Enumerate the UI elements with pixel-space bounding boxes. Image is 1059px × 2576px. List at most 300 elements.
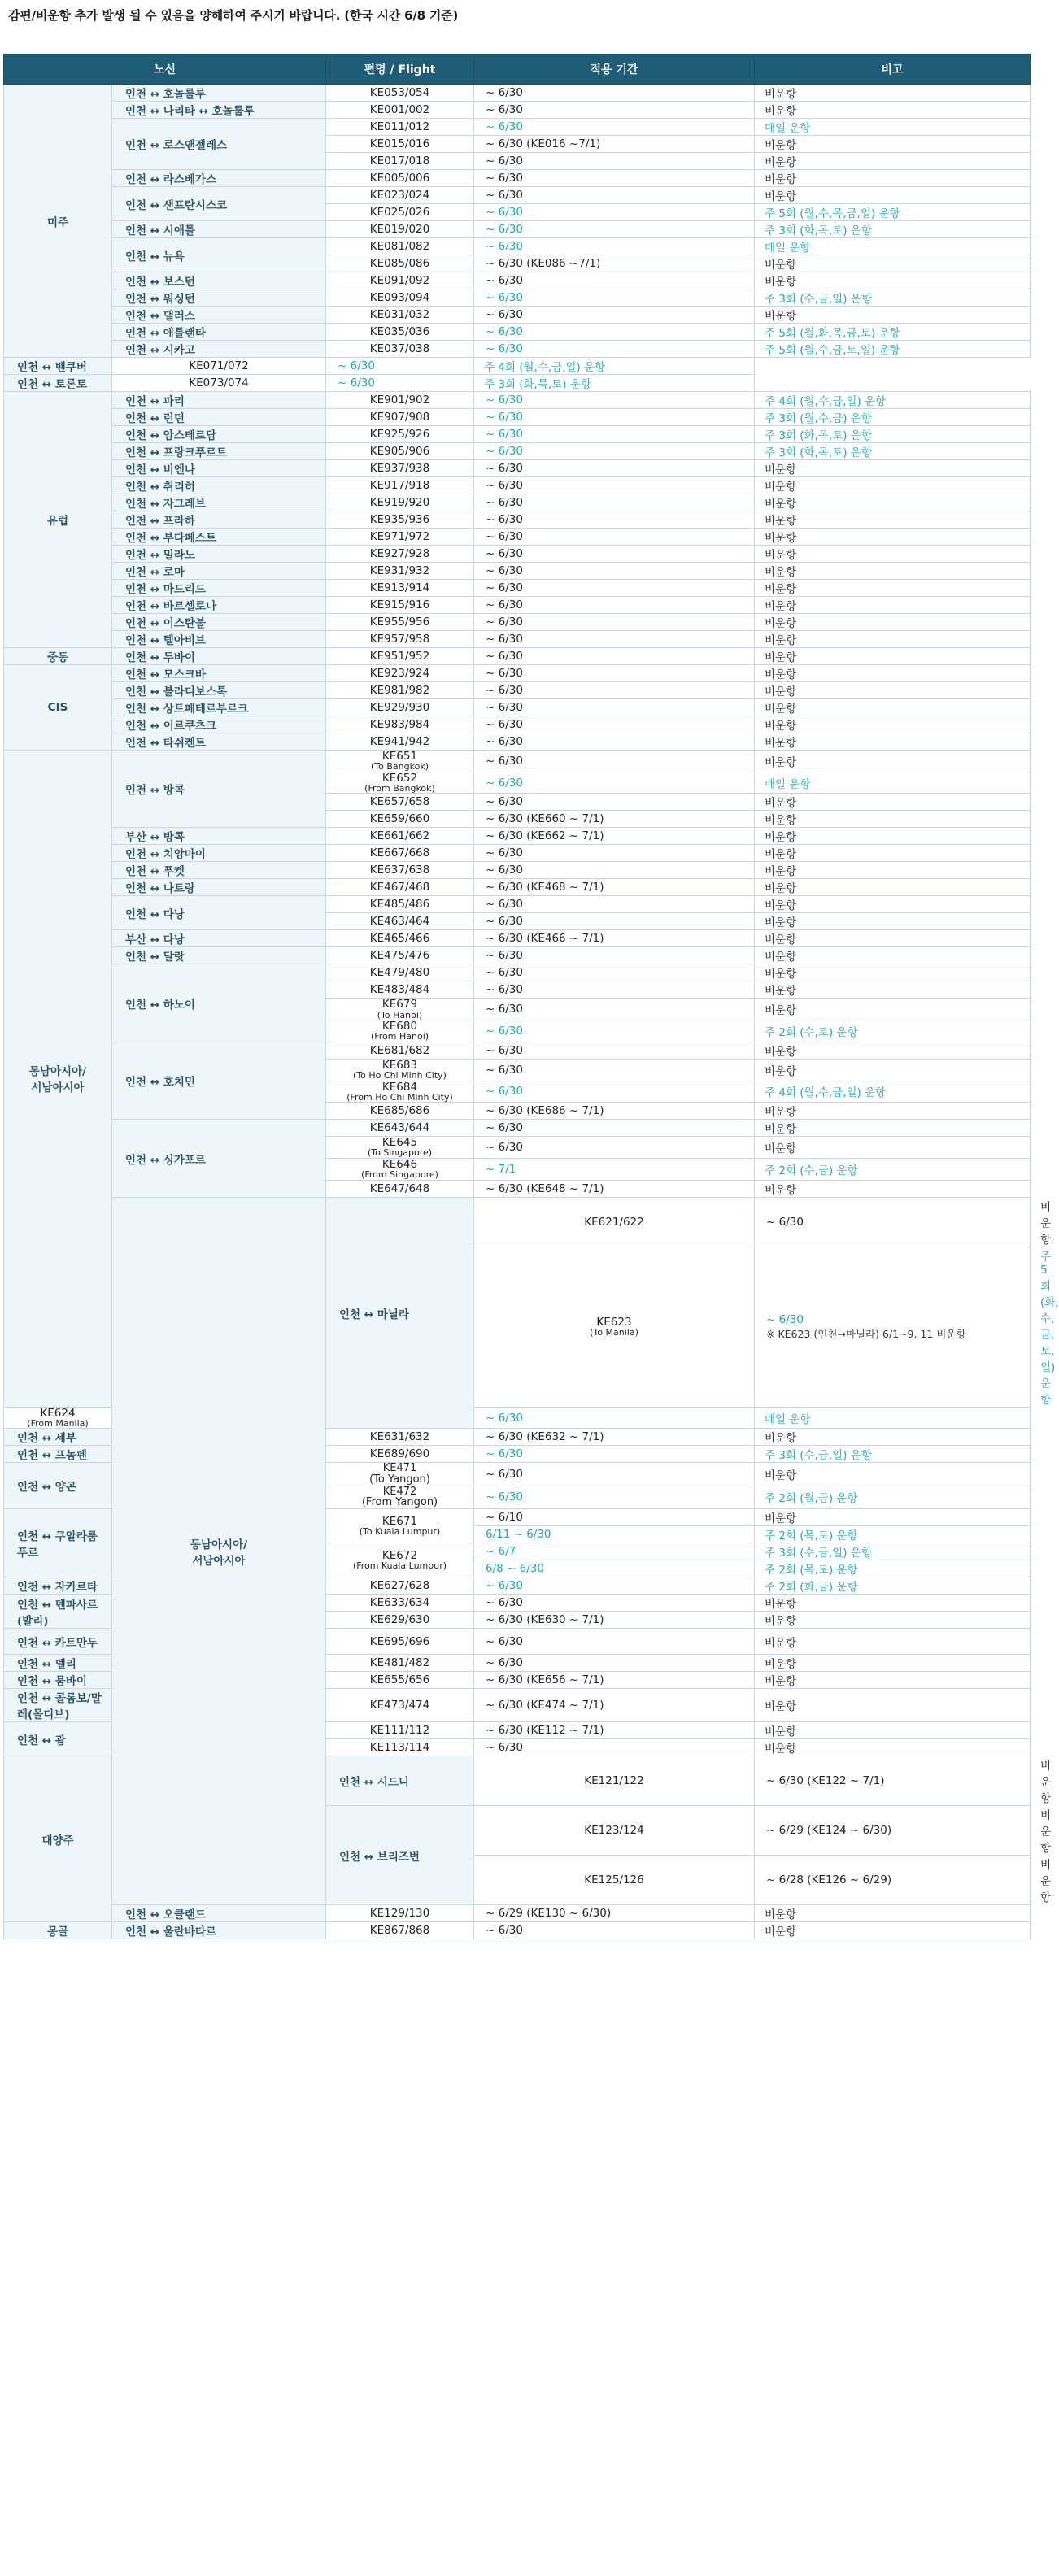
flight-number-cell [326,1612,474,1629]
table-row [4,443,1031,460]
note-cell: 주 3회 (수,금,일) 운항 [755,289,1031,307]
flight-number: KE481/482 [369,1656,430,1670]
period-text: ~ 6/30 (KE656 ~ 7/1) [486,1673,604,1687]
table-row [4,879,1031,896]
period-cell [474,1922,755,1939]
flight-number: KE001/002 [369,102,430,116]
flight-number-cell [474,1806,755,1856]
flight-number-cell [326,862,474,879]
flight-number-cell [326,119,474,136]
route-cell: 인천 ↔ 비엔나 [112,460,326,477]
note-cell: 비운항 [755,1689,1031,1722]
period-cell [474,845,755,862]
flight-number-cell [4,1407,112,1429]
period-text: ~ 6/30 [338,359,375,372]
note-cell: 비운항 [755,187,1031,204]
flight-number: KE981/982 [369,683,430,697]
period-text: ~ 6/30 [486,496,523,509]
route-cell: 인천 ↔ 시드니 [326,1756,474,1806]
period-cell [474,289,755,307]
note-cell: 비운항 [755,1612,1031,1629]
period-cell [474,170,755,187]
period-cell [474,409,755,426]
route-cell: 인천 ↔ 부다페스트 [112,529,326,546]
note-cell: 비운항 [755,1922,1031,1939]
period-cell [755,1197,1031,1247]
period-cell [474,1543,755,1560]
period-cell [474,1042,755,1059]
route-cell: 인천 ↔ 프라하 [112,511,326,529]
period-cell [326,375,474,392]
period-text: ~ 6/30 [486,1025,523,1038]
note-cell: 주 2회 (목,토) 운항 [755,1526,1031,1543]
period-text: ~ 6/30 [486,718,523,731]
period-cell [474,1722,755,1739]
flight-number: KE015/016 [369,137,430,150]
notice-text: 감편/비운항 추가 발생 될 수 있음을 양해하여 주시기 바랍니다. (한국 시간 6/8 기준) [8,8,459,23]
period-cell [474,733,755,751]
flight-number-cell [326,1905,474,1922]
flight-number-cell [326,879,474,896]
period-text: ~ 6/30 [766,1215,804,1229]
period-cell [474,1509,755,1526]
flight-number-cell [326,964,474,981]
flight-number: KE941/942 [369,734,430,748]
flight-number: KE091/092 [369,273,430,287]
flight-number: KE684 [381,1080,418,1094]
period-cell [474,1577,755,1595]
note-cell: 매일 운항 [755,772,1031,794]
flight-number: KE093/094 [369,290,430,304]
note-cell: 비운항 [755,460,1031,477]
period-cell [474,699,755,716]
flight-number: KE659/660 [369,812,430,826]
period-text: ~ 6/30 [486,581,523,594]
period-cell [474,665,755,682]
route-cell: 인천 ↔ 이스탄불 [112,614,326,631]
flight-number: KE681/682 [369,1043,430,1057]
table-row [4,392,1031,409]
region-cell: 유럽 [4,392,112,648]
route-cell: 부산 ↔ 다낭 [112,930,326,947]
table-row [4,341,1031,358]
flight-number-cell [474,1756,755,1806]
period-text: ~ 6/30 (KE630 ~ 7/1) [486,1613,604,1627]
note-cell: 비운항 [755,1655,1031,1672]
period-text: ~ 6/30 [486,189,523,202]
note-cell: 비운항 [755,511,1031,529]
period-text: ~ 6/30 (KE468 ~ 7/1) [486,881,604,894]
flight-direction: (To Bangkok) [371,761,429,772]
flight-number: KE680 [381,1020,418,1033]
flight-number: KE475/476 [369,949,430,963]
period-text: ~ 6/30 [338,376,375,389]
flight-number-cell [112,358,326,375]
period-text: ~ 6/30 [486,735,523,748]
period-cell [474,751,755,772]
route-cell: 인천 ↔ 암스테르담 [112,426,326,443]
flight-number: KE935/936 [369,512,430,526]
period-text: ~ 6/30 [486,1596,523,1610]
note-cell: 매일 운항 [755,119,1031,136]
route-cell: 인천 ↔ 쿠알라룸푸르 [4,1509,112,1577]
period-text: ~ 6/30 (KE086 ~7/1) [486,257,601,270]
period-text: ~ 6/30 [486,1579,523,1593]
note-cell: 비운항 [755,563,1031,580]
period-cell [474,136,755,153]
period-text: ~ 6/29 (KE130 ~ 6/30) [486,1907,612,1921]
flight-number-cell [326,716,474,733]
flight-number-cell [326,136,474,153]
flight-number-cell [326,845,474,862]
period-text: ~ 6/30 [486,564,523,577]
route-cell: 인천 ↔ 치앙마이 [112,845,326,862]
flight-number-cell [326,1739,474,1756]
period-text: ~ 6/30 [486,754,523,768]
route-cell: 인천 ↔ 시카고 [112,341,326,358]
route-cell: 인천 ↔ 마드리드 [112,580,326,597]
flight-number-cell [326,1159,474,1181]
flight-direction: (From Hanoi) [370,1031,429,1042]
period-text: ~ 6/30 [486,650,523,663]
flight-number: KE927/928 [369,546,430,560]
period-text: ~ 6/30 [486,1468,523,1482]
flight-direction: (From Bangkok) [364,782,435,794]
period-text: ~ 6/30 (KE632 ~ 7/1) [486,1430,604,1444]
flight-number: KE679 [381,998,418,1012]
route-cell: 인천 ↔ 울란바타르 [112,1922,326,1939]
note-cell: 비운항 [755,1059,1031,1081]
note-cell: 매일 운항 [755,238,1031,255]
note-cell: 비운항 [755,1629,1031,1655]
flight-number: KE923/924 [369,666,430,680]
table-row [4,1922,1031,1939]
table-row [4,1120,1031,1137]
period-text: ~ 6/30 [486,462,523,475]
period-cell [474,324,755,341]
period-cell [474,1103,755,1120]
route-cell: 인천 ↔ 나리타 ↔ 호놀룰루 [112,102,326,119]
flight-schedule-table [3,54,1059,1939]
period-text: ~ 6/30 [486,1063,523,1077]
note-cell: 비운항 [755,1463,1031,1486]
period-text: ~ 6/30 (KE648 ~ 7/1) [486,1181,604,1195]
period-text: ~ 6/30 [486,394,523,407]
region-cell: 몽골 [4,1922,112,1939]
period-remark: ※ KE623 (인천→마닐라) 6/1~9, 11 비운항 [766,1327,966,1340]
route-cell: 인천 ↔ 카트만두 [4,1629,112,1655]
route-cell: 인천 ↔ 댈러스 [112,307,326,324]
period-cell [474,494,755,511]
note-cell: 비운항 [755,85,1031,102]
route-cell: 인천 ↔ 파리 [112,392,326,409]
note-cell: 비운항 [755,896,1031,913]
flight-number-cell [326,913,474,930]
flight-number: KE035/036 [369,324,430,338]
period-text: ~ 6/30 [486,701,523,714]
period-cell [474,631,755,648]
note-cell: 비운항 [755,665,1031,682]
note-cell: 비운항 [755,999,1031,1020]
note-cell: 비운항 [755,1595,1031,1612]
note-cell: 비운항 [755,1722,1031,1739]
flight-number-cell [326,648,474,665]
table-row [4,631,1031,648]
table-row [4,862,1031,879]
table-row [4,1042,1031,1059]
table-row [4,477,1031,494]
flight-number-cell [326,1429,474,1446]
table-row [4,307,1031,324]
route-cell: 인천 ↔ 블라디보스톡 [112,682,326,699]
table-row [4,964,1031,981]
period-text: ~ 6/30 (KE016 ~7/1) [486,137,601,150]
table-row [4,716,1031,733]
note-cell: 비운항 [755,828,1031,845]
header-period: 적용 기간 [474,54,755,85]
table-row [4,85,1031,102]
note-cell: 주 5회 (월,수,목,금,일) 운항 [755,204,1031,221]
flight-number: KE085/086 [369,256,430,270]
flight-direction: (To Ho Chi Minh City) [353,1070,447,1081]
period-text: ~ 6/30 (KE686 ~ 7/1) [486,1104,604,1118]
note-cell: 비운항 [755,1103,1031,1120]
flight-direction: (From Kuala Lumpur) [352,1560,447,1571]
flight-number-cell [326,733,474,751]
route-cell: 인천 ↔ 자그레브 [112,494,326,511]
period-text: ~ 6/30 [486,684,523,697]
table-row [4,580,1031,597]
route-cell: 인천 ↔ 호치민 [112,1042,326,1119]
period-cell [474,238,755,255]
note-cell: 비운항 [755,136,1031,153]
period-cell [474,460,755,477]
note-cell: 비운항 [755,811,1031,828]
flight-number-cell [326,614,474,631]
table-row [4,324,1031,341]
table-row [4,947,1031,964]
period-text: ~ 6/30 [486,428,523,441]
flight-number-cell [326,409,474,426]
flight-number-cell [326,289,474,307]
period-cell [474,981,755,999]
period-cell [755,1756,1031,1806]
flight-number: KE907/908 [369,410,430,424]
note-cell: 주 4회 (월,수,금,일) 운항 [755,1081,1031,1103]
route-cell: 인천 ↔ 델리 [4,1655,112,1672]
flight-number-cell [326,529,474,546]
table-row: KE623 (To Manila) ~ 6/30 ※ KE623 (인천→마닐라) 6/1~9, 11 비운항 주 5회 (화,수,금,토,일) 운항 [4,1247,1031,1407]
table-row [4,409,1031,426]
route-cell: 인천 ↔ 뉴욕 [112,238,326,272]
table-row [4,102,1031,119]
note-cell: 주 4회 (월,수,금,일) 운항 [755,392,1031,409]
note-cell: 비운항 [755,1120,1031,1137]
period-text: ~ 6/30 [486,1656,523,1670]
flight-number: KE621/622 [584,1215,644,1229]
period-cell [474,879,755,896]
period-cell [474,999,755,1020]
route-cell: 인천 ↔ 샌프란시스코 [112,187,326,221]
flight-number: KE129/130 [369,1907,430,1921]
flight-number: KE081/082 [369,239,430,253]
period-cell [474,426,755,443]
table-row [4,930,1031,947]
header-note: 비고 [755,54,1031,85]
period-text: ~ 6/30 [486,949,523,963]
period-cell [474,1560,755,1577]
route-cell: 인천 ↔ 이르쿠츠크 [112,716,326,733]
note-cell: 주 3회 (화,목,토) 운항 [755,426,1031,443]
route-cell: 인천 ↔ 바르셀로나 [112,597,326,614]
flight-number: KE123/124 [584,1824,644,1838]
note-cell: 비운항 [755,1509,1031,1526]
flight-number: KE485/486 [369,898,430,912]
period-cell [474,1159,755,1181]
table-row: 대양주 인천 ↔ 시드니 KE121/122 ~ 6/30 (KE122 ~ 7/1) 비운항 [4,1756,1031,1806]
flight-direction: (To Manila) [590,1327,638,1338]
period-text: ~ 6/30 [486,530,523,543]
flight-number-cell [326,999,474,1020]
period-text: ~ 6/30 [486,103,523,116]
flight-number: KE111/112 [369,1724,430,1738]
period-text: ~ 6/30 [486,206,523,219]
note-cell: 주 3회 (수,금,일) 운항 [755,1446,1031,1463]
period-text: ~ 6/30 [486,342,523,355]
flight-number: KE053/054 [369,85,430,99]
flight-number: KE031/032 [369,307,430,321]
note-cell: 매일 운항 [755,1407,1031,1429]
period-cell [474,614,755,631]
flight-number-cell [326,460,474,477]
flight-number: KE651 [381,750,418,763]
table-row [4,648,1031,665]
flight-number: KE647/648 [369,1181,430,1195]
table-row [4,426,1031,443]
period-cell [474,1612,755,1629]
flight-number-cell [326,981,474,999]
route-cell: 인천 ↔ 두바이 [112,648,326,665]
flight-number-cell [326,1463,474,1486]
flight-direction: (From Yangon) [361,1496,438,1509]
period-cell [474,1595,755,1612]
note-cell: 비운항 [755,631,1031,648]
period-text: ~ 7/1 [486,1162,516,1176]
table-row [4,828,1031,845]
flight-number-cell [326,1020,474,1042]
flight-number: KE645 [381,1136,418,1150]
flight-number: KE624 [40,1406,76,1420]
table-row [4,529,1031,546]
note-cell: 비운항 [755,964,1031,981]
flight-number-cell [326,102,474,119]
note-cell: 비운항 [755,307,1031,324]
flight-number: KE901/902 [369,393,430,407]
period-cell [326,358,474,375]
note-cell: 비운항 [755,716,1031,733]
note-cell: 비운항 [755,494,1031,511]
table-row [4,119,1031,136]
period-text: ~ 6/7 [486,1545,516,1559]
note-cell: 비운항 [755,255,1031,272]
note-cell: 주 4회 (월,수,금,일) 운항 [474,358,755,375]
flight-number-cell [326,1120,474,1137]
region-cell: 동남아시아/ 서남아시아 [4,751,112,1408]
flight-number-cell [326,828,474,845]
flight-number-cell [326,1103,474,1120]
flight-number: KE955/956 [369,615,430,629]
flight-number: KE913/914 [369,581,430,594]
flight-number: KE631/632 [369,1430,430,1444]
flight-number: KE637/638 [369,864,430,877]
note-cell: 주 3회 (화,목,토) 운항 [755,443,1031,460]
period-cell [474,187,755,204]
period-cell [474,1526,755,1543]
period-cell [755,1856,1031,1905]
period-cell [474,716,755,733]
period-text: ~ 6/29 (KE124 ~ 6/30) [766,1824,892,1838]
period-text: ~ 6/30 [486,240,523,253]
flight-number-cell [326,1180,474,1197]
flight-number-cell [474,1197,755,1247]
note-cell: 주 2회 (목,토) 운항 [755,1560,1031,1577]
period-cell [755,1806,1031,1856]
flight-number: KE983/984 [369,717,430,731]
flight-number: KE671 [381,1514,418,1528]
header-route: 노선 [4,54,326,85]
note-cell: 비운항 [755,102,1031,119]
region-cell: 대양주 [4,1756,112,1922]
period-text: ~ 6/30 [486,308,523,321]
flight-number-cell [326,443,474,460]
flight-direction: (From Singapore) [361,1169,438,1181]
note-cell: 주 3회 (화,목,토) 운항 [474,375,755,392]
table-row [4,845,1031,862]
period-text: ~ 6/30 [486,86,523,99]
flight-direction: (From Ho Chi Minh City) [346,1091,453,1103]
route-cell: 인천 ↔ 싱가포르 [112,1120,326,1197]
flight-number-cell [326,772,474,794]
note-cell: 비운항 [755,272,1031,289]
route-cell: 인천 ↔ 로스앤젤레스 [112,119,326,170]
flight-direction: (To Yangon) [369,1473,430,1486]
flight-number: KE463/464 [369,915,430,929]
flight-number-cell [326,1689,474,1722]
period-cell [474,682,755,699]
period-cell [474,1081,755,1103]
note-cell: 비운항 [755,1429,1031,1446]
flight-number: KE005/006 [369,171,430,185]
table-row [4,1905,1031,1922]
note-cell: 주 2회 (수,토) 운항 [755,1020,1031,1042]
flight-number: KE672 [381,1548,418,1562]
period-cell [474,580,755,597]
period-cell [474,1672,755,1689]
period-text: ~ 6/30 [486,479,523,492]
period-cell [474,1655,755,1672]
note-cell: 주 3회 (월,수,금) 운항 [755,409,1031,426]
flight-number-cell [326,1629,474,1655]
note-cell: 비운항 [755,1905,1031,1922]
route-cell: 인천 ↔ 애틀랜타 [112,324,326,341]
table-row [4,614,1031,631]
period-text: ~ 6/30 [486,223,523,236]
flight-number: KE661/662 [369,829,430,843]
flight-number: KE473/474 [369,1699,430,1712]
note-cell: 비운항 [755,597,1031,614]
route-cell: 인천 ↔ 콜롬보/말레(몰디브) [4,1689,112,1722]
route-cell: 인천 ↔ 세부 [4,1429,112,1446]
